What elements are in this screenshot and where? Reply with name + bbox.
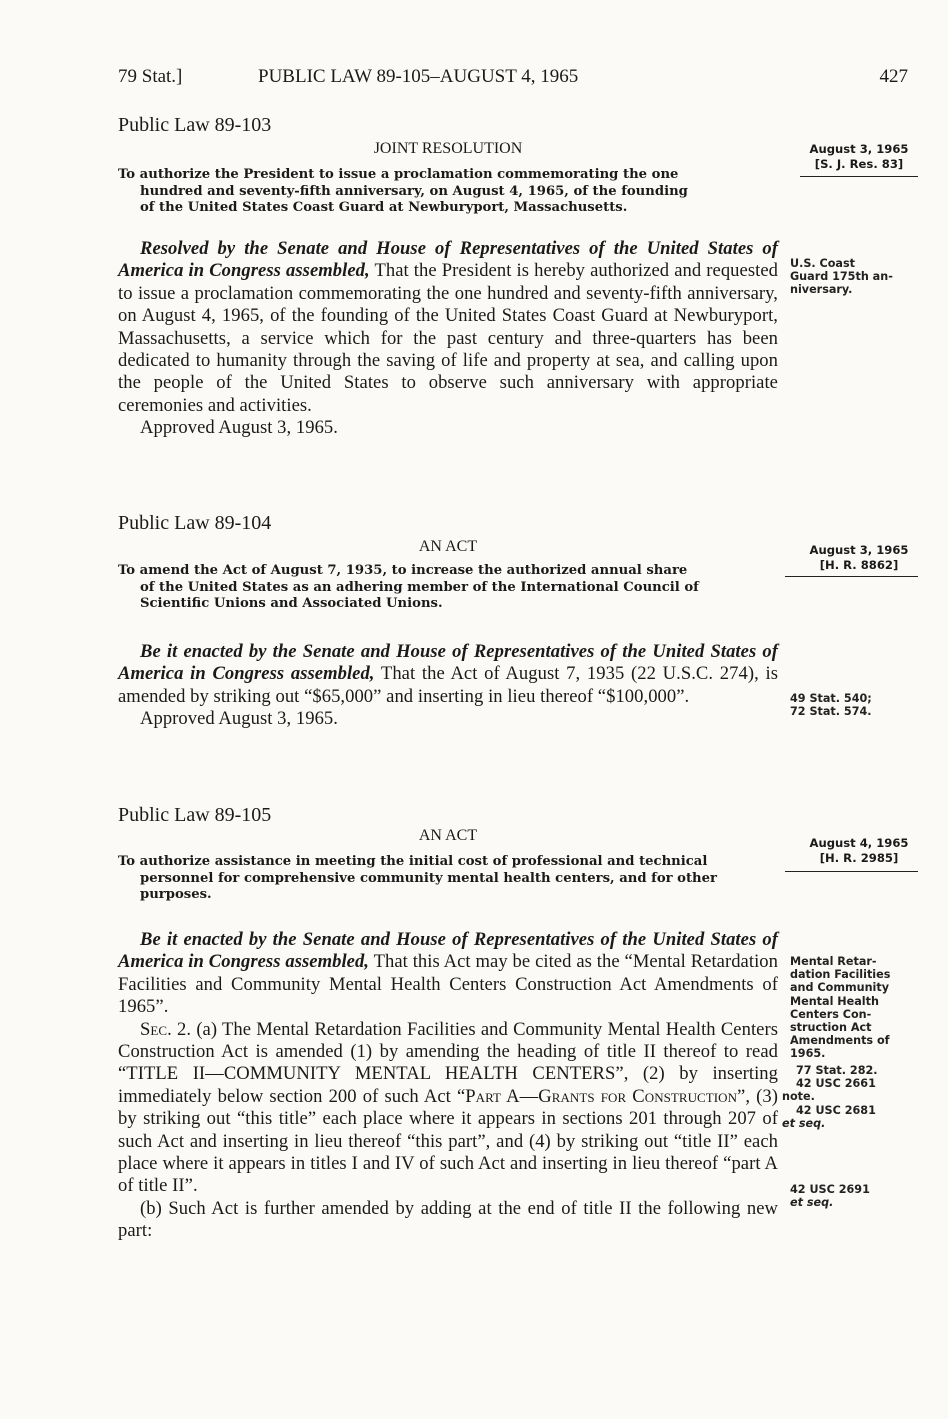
- margin-line: U.S. Coast: [790, 257, 855, 270]
- law2-bill: [H. R. 8862]: [819, 558, 899, 572]
- margin-line: 72 Stat. 574.: [790, 705, 872, 719]
- margin-line: niversary.: [790, 283, 853, 297]
- margin-line: Amendments of: [790, 1034, 890, 1048]
- law1-text: [118, 238, 778, 440]
- law3-type: AN ACT: [418, 827, 478, 844]
- law1-body: That the President is hereby authorized and requested to issue a proclamation commemorating the one hundred and seventy-fifth anniversary, on August 4, 1965, of the founding of the United States Coast Guard at Newburyport, Massachusetts, a service which for the past century and three-quarters has been dedicated to humanity through the saving of life and property at sea, and calling upon the people of the United States to observe such anniversary with appropriate ceremonies and activities.: [118, 260, 778, 416]
- synopsis-line: To authorize assistance in meeting the initial cost of professional and technical: [118, 854, 708, 869]
- law3-margin-note-2: [782, 1064, 912, 1130]
- header-title: PUBLIC LAW 89-105–AUGUST 4, 1965: [258, 66, 579, 87]
- law2-enacting-clause: Be it enacted by the Senate and House of Representatives of the United States of America in Congress assembled,: [118, 641, 778, 685]
- margin-line: et seq.: [790, 1196, 834, 1210]
- law3-body: That this Act may be cited as the “Mental Retardation Facilities and Community Mental Health Centers Construction Act Amendments of 1965”.: [118, 951, 778, 1018]
- law1-date: [800, 142, 918, 172]
- law1-date-text: August 3, 1965: [809, 142, 909, 156]
- synopsis-line: of the United States Coast Guard at Newburyport, Massachusetts.: [140, 200, 628, 215]
- law3-text: [118, 929, 778, 1243]
- law3-date-text: August 4, 1965: [809, 836, 909, 850]
- law3-title: Public Law 89-105: [118, 804, 272, 826]
- law1-bill: [S. J. Res. 83]: [814, 157, 904, 171]
- law2-title: Public Law 89-104: [118, 512, 272, 534]
- margin-line: et seq.: [782, 1116, 826, 1130]
- margin-line: and Community: [790, 981, 890, 995]
- law1-title: Public Law 89-103: [118, 114, 272, 136]
- law2-date-rule: [785, 576, 918, 577]
- margin-line: 49 Stat. 540;: [790, 692, 872, 705]
- margin-line: 42 USC 2691: [790, 1183, 870, 1196]
- law3-bill: [H. R. 2985]: [819, 851, 899, 865]
- margin-line: Mental Retar-: [790, 955, 877, 968]
- law1-type: JOINT RESOLUTION: [373, 140, 523, 157]
- law3-enacting-clause: Be it enacted by the Senate and House of Representatives of the United States of America in Congress assembled,: [118, 929, 778, 973]
- law1-synopsis: [118, 167, 780, 217]
- margin-line: 1965.: [790, 1047, 826, 1061]
- law1-date-rule: [800, 176, 918, 177]
- synopsis-line: hundred and seventy-fifth anniversary, on August 4, 1965, of the founding: [140, 183, 688, 199]
- margin-line: 42 USC 2681: [796, 1103, 876, 1117]
- synopsis-line: To authorize the President to issue a proclamation commemorating the one: [118, 167, 679, 182]
- law2-synopsis: [118, 563, 780, 613]
- margin-line: 42 USC 2661: [796, 1077, 876, 1091]
- margin-line: struction Act: [790, 1021, 872, 1035]
- synopsis-line: personnel for comprehensive community mental health centers, and for other: [140, 870, 717, 886]
- law3-margin-note-1: [790, 955, 920, 1061]
- margin-line: Mental Health: [790, 994, 879, 1008]
- margin-line: 77 Stat. 282.: [796, 1064, 878, 1077]
- law3-synopsis: [118, 854, 780, 904]
- law2-date-text: August 3, 1965: [809, 543, 909, 557]
- law1-resolving-clause: Resolved by the Senate and House of Representatives of the United States of America in Congress assembled,: [118, 238, 778, 282]
- law3-date-rule: [785, 871, 918, 872]
- sec2-a-caps: Part A—Grants for Construction: [465, 1085, 738, 1107]
- margin-line: Guard 175th an-: [790, 270, 893, 284]
- law2-margin-note: [790, 692, 920, 718]
- law2-text: [118, 641, 778, 731]
- sec2-a-post: ”, (3) by striking out “this title” each place where it appears in sections 201 through 207 of such Act and inserting in lieu thereof “this part”, and (4) by striking out “title II” each place where it appears in titles I and IV of such Act and inserting in lieu thereof “part A of title II”.: [118, 1085, 778, 1197]
- law3-margin-note-3: [790, 1183, 920, 1209]
- law1-approved: Approved August 3, 1965.: [140, 417, 338, 439]
- synopsis-line: To amend the Act of August 7, 1935, to increase the authorized annual share: [118, 563, 688, 578]
- synopsis-line: of the United States as an adhering member of the International Council of: [140, 579, 699, 595]
- synopsis-line: purposes.: [140, 887, 212, 902]
- law2-type: AN ACT: [418, 538, 478, 555]
- header-stat: 79 Stat.]: [118, 66, 183, 87]
- margin-line: Centers Con-: [790, 1007, 872, 1021]
- law2-date: [800, 543, 918, 573]
- synopsis-line: Scientific Unions and Associated Unions.: [140, 596, 443, 611]
- margin-line: note.: [782, 1090, 815, 1104]
- law2-approved: Approved August 3, 1965.: [140, 708, 338, 730]
- margin-line: dation Facilities: [790, 968, 891, 982]
- sec2-b: (b) Such Act is further amended by adding at the end of title II the following new part:: [118, 1197, 778, 1242]
- sec2-a-pre: (a) The Mental Retardation Facilities and Community Mental Health Centers Construction Act is amended (1) by amending the heading of title II thereof to read “TITLE II—COMMUNITY MENTAL HEALTH CENTERS”, (2) by inserting immediately below section 200 of such Act “: [118, 1018, 779, 1107]
- law3-date: [800, 836, 918, 866]
- sec2-label: Sec. 2.: [140, 1018, 192, 1040]
- law1-margin-note: [790, 257, 920, 297]
- page-number: 427: [879, 66, 908, 87]
- law2-body: That the Act of August 7, 1935 (22 U.S.C. 274), is amended by striking out “$65,000” and inserting in lieu thereof “$100,000”.: [118, 663, 778, 707]
